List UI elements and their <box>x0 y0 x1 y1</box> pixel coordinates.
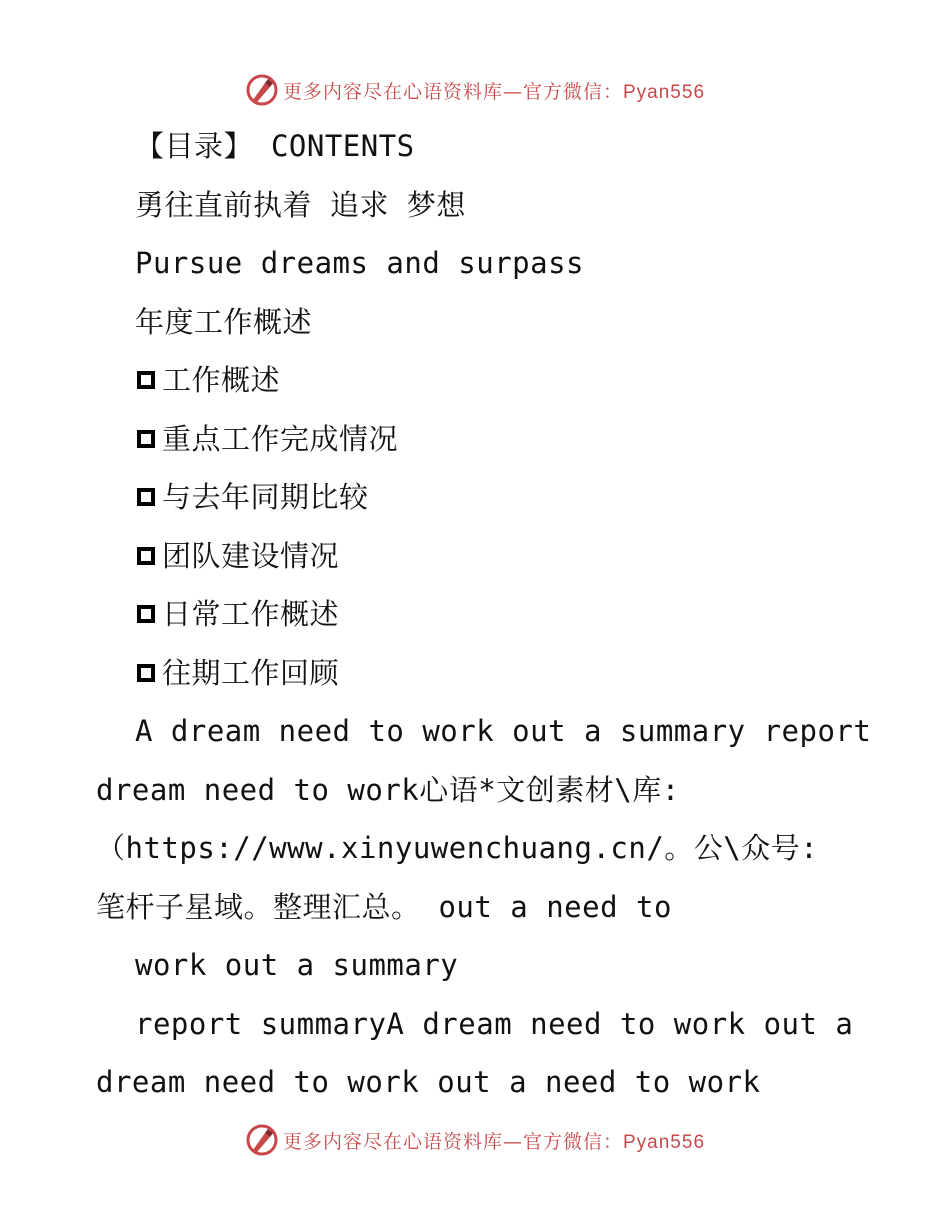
checkbox-square-icon <box>137 547 155 565</box>
body-line: report summaryA dream need to work out a <box>135 1007 854 1041</box>
body-line: A dream need to work out a summary report <box>135 714 872 748</box>
toc-item <box>135 594 339 634</box>
toc-item <box>135 360 280 400</box>
body-line: dream need to work out a need to work <box>96 1065 761 1099</box>
title-chinese: 勇往直前执着 追求 梦想 <box>135 188 466 222</box>
pen-logo-icon <box>245 73 279 107</box>
toc-item <box>135 419 398 459</box>
footer-banner <box>0 1120 950 1160</box>
body-line: dream need to work心语*文创素材\库: <box>96 773 680 807</box>
banner-wechat-id: Pyan556 <box>623 81 706 103</box>
checkbox-square-icon <box>137 488 155 506</box>
section-title: 年度工作概述 <box>135 305 313 339</box>
toc-heading: 【目录】 CONTENTS <box>135 129 415 163</box>
body-line: 笔杆子星域。整理汇总。 out a need to <box>96 890 672 924</box>
title-english: Pursue dreams and surpass <box>135 246 584 280</box>
toc-item-label: 团队建设情况 <box>162 539 340 573</box>
toc-item <box>135 477 369 517</box>
checkbox-square-icon <box>137 371 155 389</box>
pen-logo-icon <box>245 1123 279 1157</box>
banner-text: 更多内容尽在心语资料库—官方微信：Pyan556 <box>282 80 706 103</box>
body-line: work out a summary <box>135 948 459 982</box>
toc-item-label: 日常工作概述 <box>162 597 340 631</box>
checkbox-square-icon <box>137 605 155 623</box>
body-line: （https://www.xinyuwenchuang.cn/。公\众号: <box>96 831 819 865</box>
toc-item-label: 与去年同期比较 <box>162 480 369 514</box>
header-banner <box>0 70 950 110</box>
checkbox-square-icon <box>137 664 155 682</box>
toc-item-label: 工作概述 <box>162 363 281 397</box>
banner-text: 更多内容尽在心语资料库—官方微信：Pyan556 <box>282 1130 706 1153</box>
toc-item <box>135 536 339 576</box>
checkbox-square-icon <box>137 430 155 448</box>
toc-item-label: 往期工作回顾 <box>162 656 340 690</box>
toc-item <box>135 653 339 693</box>
banner-wechat-id: Pyan556 <box>623 1131 706 1153</box>
toc-item-label: 重点工作完成情况 <box>162 422 399 456</box>
